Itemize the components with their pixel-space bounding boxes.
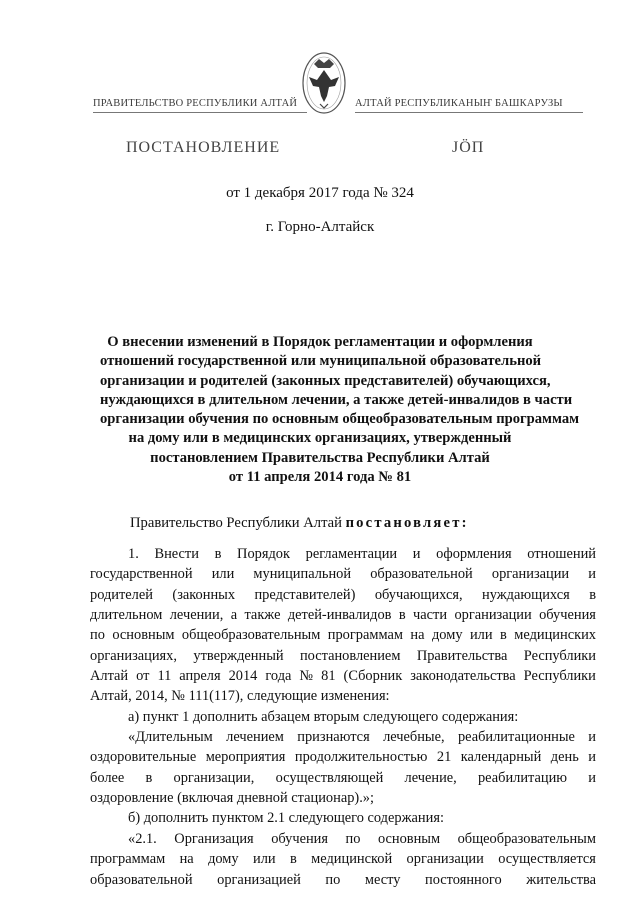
body-line: оздоровительные мероприятия продолжительностью 21 календарный день и <box>90 749 596 766</box>
body-line: программам на дому или в медицинской организации осуществляется <box>90 851 596 868</box>
body-line: б) дополнить пунктом 2.1 следующего содержания: <box>128 810 444 827</box>
body-line: а) пункт 1 дополнить абзацем вторым следующего содержания: <box>128 708 519 725</box>
document-city: г. Горно-Алтайск <box>265 219 375 235</box>
government-name-altai: АЛТАЙ РЕСПУБЛИКАНЫҤ БАШКАРУЗЫ <box>355 98 563 109</box>
body-line: организациях, утвержденный постановлением Правительства Республики <box>90 647 596 664</box>
government-name-russian: ПРАВИТЕЛЬСТВО РЕСПУБЛИКИ АЛТАЙ <box>93 98 298 109</box>
document-type-russian: ПОСТАНОВЛЕНИЕ <box>126 139 281 156</box>
body-line: «2.1. Организация обучения по основным общеобразовательным <box>128 830 596 847</box>
title-line: на дому или в медицинских организациях, утвержденный <box>128 430 512 447</box>
body-line: родителей (законных представителей) обучающихся, нуждающихся в <box>90 586 596 603</box>
resolution-intro <box>130 515 469 532</box>
intro-text: Правительство Республики Алтай <box>130 515 346 531</box>
title-line: организации и родителей (законных представителей) обучающихся, <box>100 372 551 389</box>
header-rule-left <box>93 112 307 113</box>
document-body <box>90 544 596 890</box>
title-line: отношений государственной или муниципальной образовательной <box>100 353 542 370</box>
body-line: «Длительным лечением признаются лечебные, реабилитационные и <box>128 729 596 746</box>
body-line: длительном лечении, а также детей-инвалидов в части организации обучения <box>90 607 596 624</box>
body-line: оздоровление (включая дневной стационар).»; <box>90 790 374 807</box>
document-date-number: от 1 декабря 2017 года № 324 <box>226 185 414 201</box>
header-rule-right <box>355 112 583 113</box>
body-line: по основным общеобразовательным программам на дому или в медицинских <box>90 627 596 644</box>
title-line: от 11 апреля 2014 года № 81 <box>228 469 412 486</box>
title-line: нуждающихся в длительном лечении, а также детей-инвалидов в части <box>100 391 573 408</box>
title-line: О внесении изменений в Порядок регламентации и оформления <box>107 334 533 350</box>
title-line: постановлением Правительства Республики Алтай <box>150 449 490 466</box>
body-line: Алтай, 2014, № 111(117), следующие изменения: <box>90 688 390 705</box>
body-line: образовательной организацией по месту постоянного жительства <box>90 871 596 888</box>
intro-resolves: постановляет: <box>345 515 469 531</box>
coat-of-arms-emblem <box>300 50 348 116</box>
title-line: организации обучения по основным общеобразовательным программам <box>100 411 580 428</box>
body-line: более в организации, осуществляющей лечение, реабилитацию и <box>90 769 596 786</box>
body-line: государственной или муниципальной образовательной организации и <box>90 566 596 583</box>
document-title <box>100 333 580 487</box>
body-line: Алтай от 11 апреля 2014 года № 81 (Сборник законодательства Республики <box>90 668 596 685</box>
document-type-altai: JӦП <box>452 139 485 156</box>
body-line: 1. Внести в Порядок регламентации и оформления отношений <box>128 546 596 562</box>
